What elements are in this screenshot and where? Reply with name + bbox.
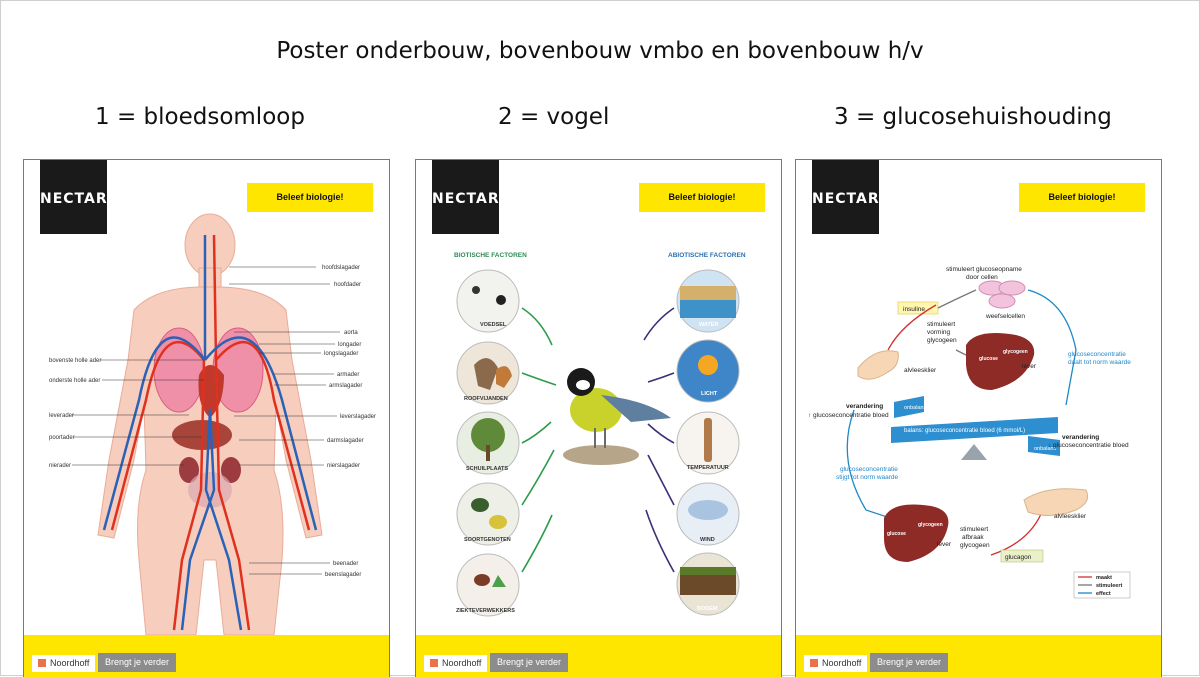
pancreas-label-bottom: alvleesklier — [1054, 513, 1087, 520]
glucose-label-top: glucose — [979, 356, 998, 362]
glucagon-label: glucagon — [1005, 554, 1032, 561]
label-armslagader: armslagader — [329, 383, 363, 389]
tagline: Beleef biologie! — [247, 183, 373, 212]
label-schuilplaats: SCHUILPLAATS — [466, 466, 509, 472]
spider-icon — [472, 286, 480, 294]
label-hoofdader: hoofdader — [334, 282, 362, 288]
legend — [1074, 572, 1130, 598]
noordhoff-logo-icon — [810, 659, 818, 667]
rises-2: stijgt tot norm waarde — [836, 474, 899, 481]
glucose-diagram — [796, 160, 1161, 635]
stim-break-2: afbraak — [962, 534, 984, 541]
body-diagram — [24, 160, 389, 635]
beetle-icon — [496, 295, 506, 305]
label-hoofdslagader: hoofdslagader — [322, 265, 361, 271]
tagline: Beleef biologie! — [1019, 183, 1145, 212]
stim-uptake-2: door cellen — [966, 274, 998, 281]
factors-diagram — [416, 160, 781, 635]
thermometer-icon — [704, 418, 712, 462]
heading-bloedsomloop: 1 = bloedsomloop — [95, 104, 305, 130]
pancreas-label-top: alvleesklier — [904, 367, 937, 374]
imbalance-top: onbalans — [904, 405, 927, 411]
stim-uptake-1: stimuleert glucoseopname — [946, 266, 1022, 273]
stim-form-2: vorming — [927, 329, 951, 336]
label-nierader: nierader — [49, 463, 72, 469]
label-longader: longader — [338, 342, 362, 348]
publisher-name: Noordhoff — [442, 658, 482, 668]
abiotic-heading: ABIOTISCHE FACTOREN — [668, 252, 746, 259]
poster-footer — [796, 635, 1161, 677]
heading-vogel: 2 = vogel — [498, 104, 610, 130]
slogan: Brengt je verder — [870, 653, 948, 672]
poster-vogel — [415, 159, 782, 677]
stim-form-3: glycogeen — [927, 337, 957, 344]
imbalance-bottom: onbalans — [1034, 446, 1057, 452]
poster-footer — [416, 635, 781, 677]
label-bovenste-holle-ader: bovenste holle ader — [49, 358, 102, 364]
biotic-heading: BIOTISCHE FACTOREN — [454, 252, 527, 259]
heading-glucosehuishouding: 3 = glucosehuishouding — [834, 104, 1112, 130]
drops-2: daalt tot norm waarde — [1068, 359, 1131, 366]
label-soortgenoten: SOORTGENOTEN — [464, 537, 511, 543]
stim-break-3: glycogeen — [960, 542, 990, 549]
liver-icon-top — [966, 333, 1034, 390]
nectar-logo: NECTAR — [812, 160, 879, 234]
change-up-1: verandering — [846, 403, 884, 410]
label-darmslagader: darmslagader — [327, 438, 364, 444]
parasite-icon — [474, 574, 490, 586]
change-down-2: ↓ glucoseconcentratie bloed — [1048, 442, 1129, 449]
label-onderste-holle-ader: onderste holle ader — [49, 378, 101, 384]
tissue-label: weefselcellen — [986, 313, 1026, 320]
label-beenader: beenader — [333, 561, 359, 567]
publisher-name: Noordhoff — [50, 658, 90, 668]
balance-label: balans: glucoseconcentratie bloed (6 mmol/L) — [904, 428, 1026, 434]
drops-1: glucoseconcentratie — [1068, 351, 1126, 358]
label-licht: LICHT — [701, 391, 718, 397]
publisher-name: Noordhoff — [822, 658, 862, 668]
tits-icon — [471, 498, 489, 512]
rises-1: glucoseconcentratie — [840, 466, 898, 473]
label-armader: armader — [337, 372, 360, 378]
slide-title: Poster onderbouw, bovenbouw vmbo en bovenbouw h/v — [276, 38, 924, 64]
label-roofvijanden: ROOFVIJANDEN — [464, 396, 508, 402]
label-beenslagader: beenslagader — [325, 572, 362, 578]
label-leverader: leverader — [49, 413, 75, 419]
water-icon — [680, 300, 736, 318]
glycogen-label-top: glycogeen — [1003, 349, 1028, 355]
sun-icon — [698, 355, 718, 375]
tagline: Beleef biologie! — [639, 183, 765, 212]
label-nierslagader: nierslagader — [327, 463, 361, 469]
slogan: Brengt je verder — [490, 653, 568, 672]
label-leverslagader: leverslagader — [340, 414, 377, 420]
tissue-cells-icon — [979, 281, 1025, 308]
poster-bloedsomloop — [23, 159, 390, 677]
label-ziekteverwekkers: ZIEKTEVERWEKKERS — [456, 608, 515, 614]
legend-stimuleert: stimuleert — [1096, 583, 1123, 589]
liver-label-bottom: lever — [937, 541, 952, 548]
change-down-1: verandering — [1062, 434, 1100, 441]
label-longslagader: longslagader — [324, 351, 359, 357]
label-wind: WIND — [700, 537, 715, 543]
legend-effect: effect — [1096, 591, 1111, 597]
nectar-logo: NECTAR — [40, 160, 107, 234]
noordhoff-logo-icon — [38, 659, 46, 667]
slogan: Brengt je verder — [98, 653, 176, 672]
soil-icon — [680, 575, 736, 595]
stim-form-1: stimuleert — [927, 321, 956, 328]
poster-glucosehuishouding — [795, 159, 1162, 677]
label-poortader: poortader — [49, 435, 75, 441]
pancreas-icon-top — [858, 351, 898, 379]
label-aorta: aorta — [344, 330, 358, 336]
glucose-label-bottom: glucose — [887, 531, 906, 537]
glycogen-label-bottom: glycogeen — [918, 522, 943, 528]
stim-break-1: stimuleert — [960, 526, 989, 533]
pancreas-icon-bottom — [1024, 489, 1088, 516]
insulin-label: insuline — [903, 306, 926, 313]
poster-footer — [24, 635, 389, 677]
noordhoff-logo-icon — [430, 659, 438, 667]
liver-label-top: lever — [1022, 363, 1037, 370]
label-temperatuur: TEMPERATUUR — [687, 465, 729, 471]
label-bodem: BODEM — [697, 606, 718, 612]
change-up-2: ↑ glucoseconcentratie bloed — [808, 412, 889, 419]
label-voedsel: VOEDSEL — [480, 322, 507, 328]
legend-maakt: maakt — [1096, 575, 1112, 581]
nectar-logo: NECTAR — [432, 160, 499, 234]
great-tit-bird — [563, 368, 671, 465]
label-water: WATER — [699, 322, 719, 328]
wind-icon — [688, 500, 728, 520]
